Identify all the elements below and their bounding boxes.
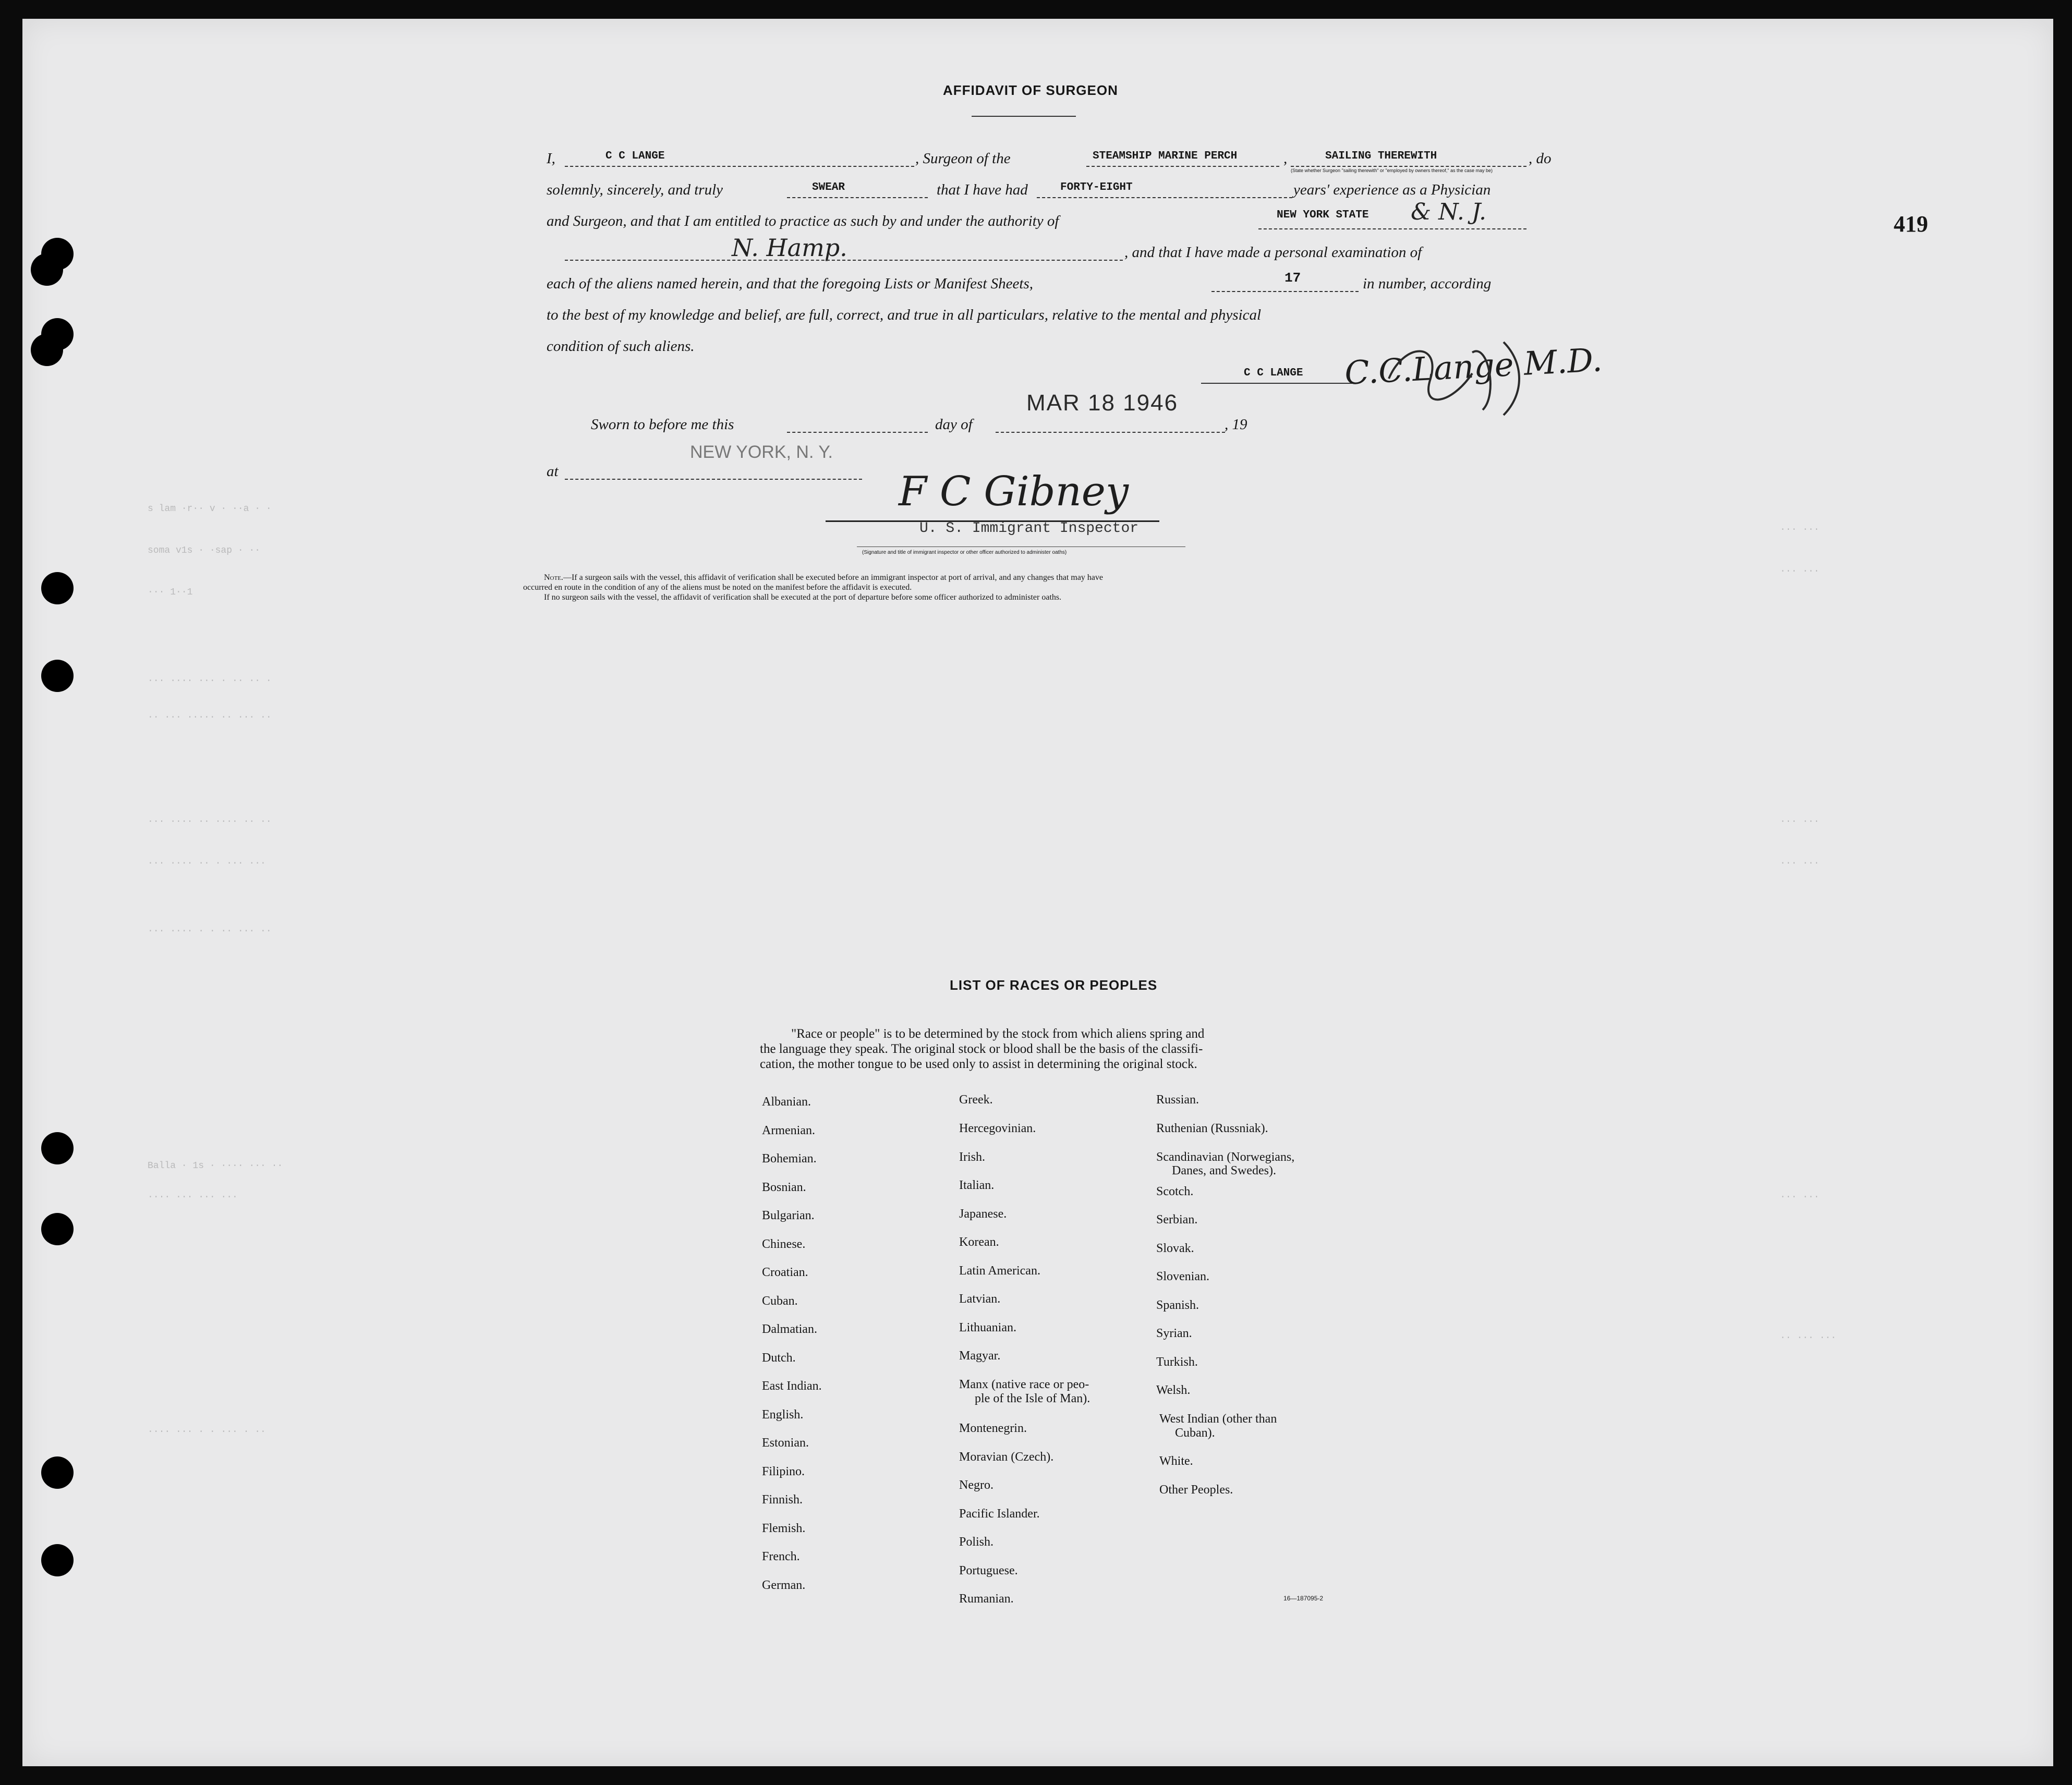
race-item: Lithuanian. (959, 1321, 1016, 1334)
race-item: Syrian. (1156, 1327, 1192, 1340)
line5-prefix: each of the aliens named herein, and that the foregoing Lists or Manifest Sheets, (547, 275, 1033, 292)
page-number: 419 (1894, 211, 1928, 237)
race-item: Finnish. (762, 1493, 803, 1507)
at-label: at (547, 463, 559, 480)
surgeon-signature-flourish (1368, 321, 1587, 426)
race-item: Portuguese. (959, 1564, 1018, 1577)
race-item: Rumanian. (959, 1592, 1014, 1606)
surgeon-signature-script: C.C.Lange M.D. (1343, 341, 1604, 392)
binder-hole (41, 1456, 74, 1489)
note-line-1: —If a surgeon sails with the vessel, this affidavit of verification shall be executed before an immigrant inspector at port of arrival, and any changes that may have (563, 573, 1104, 582)
date-stamp: MAR 18 1946 (1026, 390, 1179, 416)
binder-hole (41, 1213, 74, 1245)
race-item: White. (1159, 1454, 1193, 1468)
race-item: Korean. (959, 1235, 999, 1249)
surgeon-signature-typed: C C LANGE (1244, 367, 1303, 379)
race-item: Danes, and Swedes). (1172, 1164, 1276, 1177)
race-item: Filipino. (762, 1465, 805, 1478)
line1-mid: , Surgeon of the (915, 150, 1011, 167)
race-item: Bosnian. (762, 1181, 806, 1194)
race-item: Welsh. (1156, 1383, 1191, 1397)
race-item: Other Peoples. (1159, 1483, 1233, 1497)
race-item: Greek. (959, 1093, 993, 1107)
race-item: Manx (native race or peo- (959, 1378, 1089, 1391)
race-item: Scotch. (1156, 1185, 1194, 1198)
race-item: Magyar. (959, 1349, 1001, 1363)
race-item: Croatian. (762, 1266, 808, 1279)
affidavit-note (523, 573, 1566, 602)
affidavit-line-6: to the best of my knowledge and belief, are full, correct, and true in all particulars, relative to the mental and physical (547, 307, 1262, 323)
document-sheet: 419 s lam ·r·· v · ··a · · soma v1s · ·sap · ·· ··· 1··1 ··· ···· ··· · ·· ·· · ·· ··· ····· ·· ··· ·· ··· ···· ·· ···· ·· ·· ··· ···· ·· · ··· ··· ··· ···· · · ·· ··· ·· Balla · 1s · ···· ··· ·· ···· ··· ··· ··· ···· ··· · · ··· · ·· ··· ··· ··· ··· ··· ··· ··· ··· ··· ··· ·· ··· ··· AFFIDAVIT OF SURGEON I, C C LANGE , Surgeon of the STEAMSHIP MARINE PERCH , SAILING THEREWITH , do (State whether Surgeon "sailing therewith" or "employed by owners thereof," as the case may be) solemnly, sincerely, and truly SWEAR that I have had FORTY-EIGHT years' experience as a Physician and Surgeon, and that I am entitled to practice as such by and under the authority of NEW YORK STATE & N. J. N. Hamp. , and that I have made a personal examination of each of the aliens named herein, and that the foregoing Lists or Manifest Sheets, 17 in number, according to the best of my knowledge and belief, are full, correct, and true in all particulars, relative to the mental and physical condition of such aliens. C C LANGE C.C.Lange M.D. Sworn to before me this day of MAR 18 1946 , 19 at NEW YORK, N. Y. F C Gibney U. S. Immigrant Inspector (Signature and title of immigrant inspector or other officer authorized to administer oaths) Note.—If a surgeon sails with the vessel, this affidavit of verification shall be executed before an immigrant inspector at port of arrival, and any changes that may have occurred en route in the condition of any of the aliens must be noted on the manifest before the affidavit is executed. If no surgeon sails with the vessel, the affidavit of verification shall be executed at the port of departure before some officer authorized to administer oaths. LIST OF RACES OR PEOPLES "Race or people" is to be determined by the stock from which aliens spring and the language they speak. The original stock or blood shall be the basis of the classifi- cation, the mother tongue to be used only to assist in determining the original stock. Albanian. Armenian. Bohemian. Bosnian. Bulgarian. Chinese. Croatian. Cuban. Dalmatian. Dutch. East Indian. English. Estonian. Filipino. Finnish. Flemish. French. German. Greek. Hercegovinian. Irish. Italian. Japanese. Korean. Latin American. Latvian. Lithuanian. Magyar. Manx (native race or peo- ple of the Isle of Man). Montenegrin. Moravian (Czech). Negro. Pacific Islander. Polish. Portuguese. Rumanian. Russian. Ruthenian (Russniak). Scandinavian (Norwegians, Danes, and Swedes). Scotch. Serbian. Slovak. Slovenian. Spanish. Syrian. Turkish. Welsh. West Indian (other than Cuban). White. Other Peoples. 16—187095-2 (22, 19, 2053, 1766)
binder-hole (31, 334, 63, 366)
authority-state: NEW YORK STATE (1277, 209, 1369, 221)
line5-suffix: in number, according (1363, 275, 1492, 292)
line4-suffix: , and that I have made a personal examination of (1124, 244, 1422, 261)
race-item: Slovak. (1156, 1242, 1194, 1255)
inspector-title: U. S. Immigrant Inspector (919, 520, 1139, 537)
race-item: Serbian. (1156, 1213, 1198, 1227)
line1-prefix: I, (547, 150, 555, 167)
race-item: Bohemian. (762, 1152, 817, 1165)
inspector-caption: (Signature and title of immigrant inspector or other officer authorized to administer oaths) (862, 550, 1067, 555)
affidavit-line-7: condition of such aliens. (547, 338, 695, 355)
line1-comma: , (1283, 150, 1288, 167)
race-item: Italian. (959, 1179, 995, 1192)
race-item: Latvian. (959, 1292, 1001, 1306)
sailing-footnote: (State whether Surgeon "sailing therewith" or "employed by owners thereof," as the case may be) (1291, 168, 1493, 173)
line2-mid: that I have had (937, 181, 1028, 198)
line1-suffix: , do (1529, 150, 1552, 167)
affidavit-title: AFFIDAVIT OF SURGEON (943, 82, 1118, 98)
race-item: Turkish. (1156, 1355, 1198, 1369)
sworn-prefix: Sworn to before me this (591, 416, 734, 433)
form-number: 16—187095-2 (1283, 1595, 1324, 1602)
race-item: Dutch. (762, 1351, 796, 1365)
sworn-day-of: day of (935, 416, 973, 433)
race-item: Montenegrin. (959, 1422, 1027, 1435)
years-experience: FORTY-EIGHT (1060, 181, 1133, 193)
race-item: Albanian. (762, 1095, 811, 1109)
intro-line-1: "Race or people" is to be determined by the stock from which aliens spring and (791, 1027, 1205, 1041)
race-item: West Indian (other than (1159, 1412, 1277, 1426)
sailing-status: SAILING THEREWITH (1325, 150, 1437, 162)
binder-hole (41, 1544, 74, 1576)
title-underline (972, 116, 1076, 117)
race-item: Cuban. (762, 1294, 798, 1308)
line2-suffix: years' experience as a Physician (1293, 181, 1491, 198)
race-item: Bulgarian. (762, 1209, 815, 1222)
note-line-3: If no surgeon sails with the vessel, the affidavit of verification shall be executed at the port of departure before some officer authorized to administer oaths. (544, 593, 1062, 602)
race-item: Japanese. (959, 1207, 1007, 1221)
race-item: Dalmatian. (762, 1322, 817, 1336)
race-item: French. (762, 1550, 800, 1563)
race-item: Polish. (959, 1535, 994, 1549)
race-item: Flemish. (762, 1522, 806, 1535)
surgeon-name: C C LANGE (605, 150, 665, 162)
sworn-year: , 19 (1225, 416, 1247, 433)
race-item: Armenian. (762, 1124, 815, 1137)
race-item: Moravian (Czech). (959, 1450, 1054, 1464)
race-item: Estonian. (762, 1436, 809, 1450)
intro-line-2: the language they speak. The original stock or blood shall be the basis of the classifi- (760, 1042, 1203, 1056)
race-item: Chinese. (762, 1237, 806, 1251)
inspector-signature-script: F C Gibney (899, 468, 1129, 515)
race-item: Russian. (1156, 1093, 1199, 1107)
binder-hole (31, 253, 63, 286)
vessel-name: STEAMSHIP MARINE PERCH (1093, 150, 1238, 162)
binder-hole (41, 1132, 74, 1164)
manifest-sheet-count: 17 (1285, 270, 1301, 286)
intro-line-3: cation, the mother tongue to be used only to assist in determining the original stock. (760, 1057, 1197, 1071)
race-item: Latin American. (959, 1264, 1040, 1278)
race-item: Slovenian. (1156, 1270, 1209, 1283)
place-stamp: NEW YORK, N. Y. (690, 442, 833, 462)
race-item: Pacific Islander. (959, 1507, 1040, 1521)
races-intro (760, 1026, 1412, 1072)
binder-hole (41, 660, 74, 692)
races-title: LIST OF RACES OR PEOPLES (950, 977, 1158, 993)
race-item: ple of the Isle of Man). (975, 1392, 1090, 1405)
race-item: German. (762, 1578, 806, 1592)
race-item: East Indian. (762, 1379, 822, 1393)
line2-prefix: solemnly, sincerely, and truly (547, 181, 723, 198)
line3-prefix: and Surgeon, and that I am entitled to practice as such by and under the authority of (547, 213, 1059, 229)
note-label: Note. (544, 573, 563, 582)
race-item: Negro. (959, 1478, 993, 1492)
authority-handwritten: & N. J. (1411, 199, 1487, 225)
oath-type: SWEAR (812, 181, 845, 193)
handwritten-authority-2: N. Hamp. (732, 234, 847, 262)
race-item: Irish. (959, 1150, 985, 1164)
race-item: Cuban). (1175, 1426, 1215, 1440)
race-item: Hercegovinian. (959, 1122, 1036, 1135)
race-item: Ruthenian (Russniak). (1156, 1122, 1268, 1135)
note-line-2: occurred en route in the condition of any of the aliens must be noted on the manifest before the affidavit is executed. (523, 583, 912, 592)
race-item: English. (762, 1408, 804, 1422)
race-item: Spanish. (1156, 1298, 1199, 1312)
binder-hole (41, 572, 74, 604)
race-item: Scandinavian (Norwegians, (1156, 1150, 1295, 1164)
